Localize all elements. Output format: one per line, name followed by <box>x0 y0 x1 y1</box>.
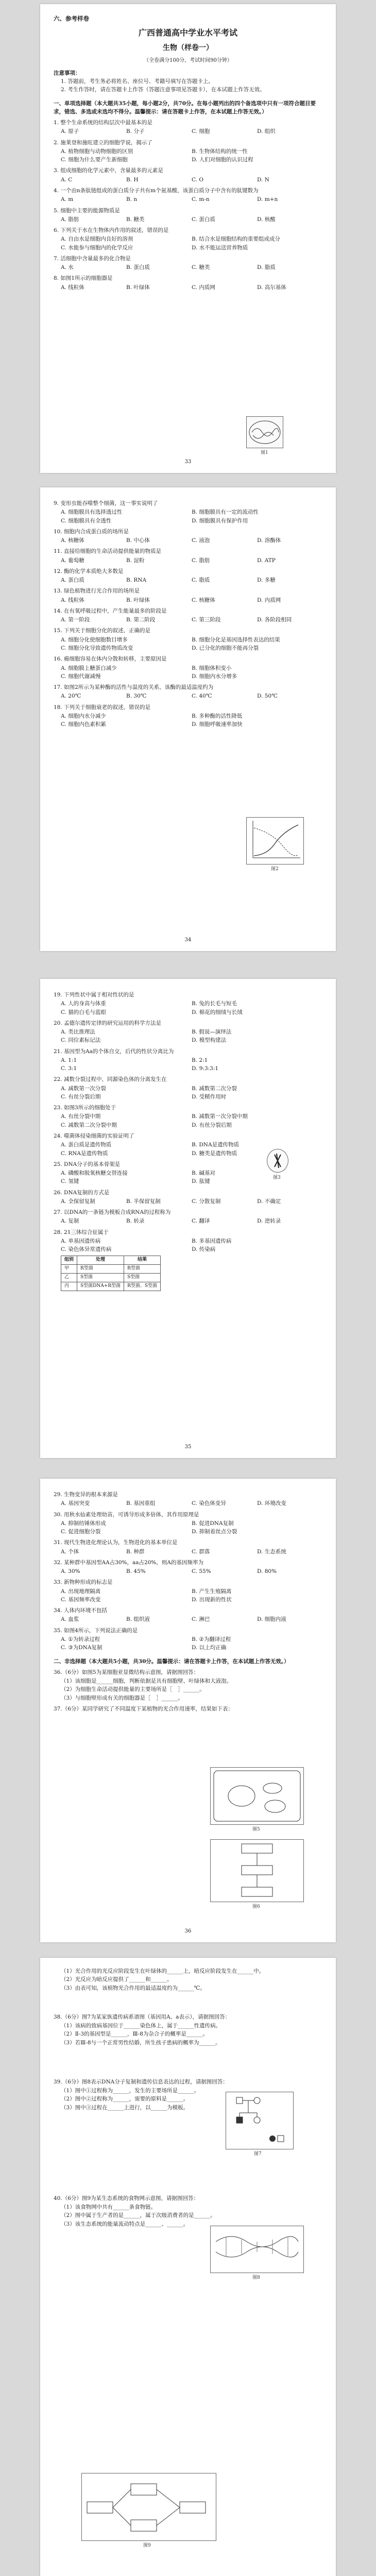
option-group <box>54 1028 322 1045</box>
question-40: 40.（6分）图9为某生态系统的食物网示意图，请据图回答： <box>54 2195 199 2201</box>
page-number: 35 <box>184 1444 192 1450</box>
answer-option: A. 脂肪 <box>61 216 79 223</box>
answer-option: A. 出现地理隔离 <box>61 1588 101 1595</box>
question-stem: 23. 如图3所示的细胞处于 <box>54 1105 116 1111</box>
option-group <box>54 508 322 525</box>
answer-option: B. 促进DNA复制 <box>192 1520 234 1527</box>
answer-option: D. 各阶段相同 <box>257 617 292 623</box>
question-stem: 19. 下列性状中属于相对性状的是 <box>54 992 134 998</box>
figure-7-pedigree <box>226 2092 294 2149</box>
answer-option: C. 群落 <box>192 1548 210 1555</box>
question-38: 38.（6分）图7为某家族遗传病系谱图（基因用A、a表示），请据图回答： <box>54 2013 231 2020</box>
question-stem: 27. 以DNA的一条链为模板合成RNA的过程称为 <box>54 1209 171 1216</box>
answer-option: C. 氢键 <box>61 1178 79 1185</box>
question-stem: 15. 下列关于细胞分化的叙述，正确的是 <box>54 628 151 634</box>
answer-option: A. 基因突变 <box>61 1500 90 1507</box>
answer-option: A. 血浆 <box>61 1616 79 1623</box>
page-number: 33 <box>184 459 192 465</box>
option-group <box>54 1084 322 1101</box>
sub-question: （3）与细胞壁形成有关的细胞器是［ ］______。 <box>61 1694 183 1701</box>
answer-option: D. ATP <box>257 557 276 564</box>
answer-option: B. 组织液 <box>126 1616 150 1623</box>
answer-option: D. 细胞呼吸速率加快 <box>192 721 243 728</box>
table-header: 组别 <box>61 1256 77 1265</box>
answer-option: D. 已分化的细胞不能再分裂 <box>192 645 259 651</box>
cell-structure-diagram <box>211 1768 303 1824</box>
question-list <box>54 118 322 292</box>
answer-option: C. 有丝分裂后期 <box>61 1093 101 1100</box>
option-group <box>54 999 322 1016</box>
question-37: 37.（6分）某同学研究了不同温度下某植物的光合作用速率，结果如下表： <box>54 1705 233 1712</box>
question-list <box>54 499 322 728</box>
answer-option: B. DNA是遗传物质 <box>192 1142 240 1148</box>
answer-option: A. 水 <box>61 264 74 271</box>
option-group <box>54 1056 322 1073</box>
figure-2-caption: 图2 <box>271 867 279 872</box>
organelle-diagram <box>247 417 283 448</box>
answer-option: B. 蛋白质 <box>126 264 150 271</box>
answer-option: B. RNA <box>126 577 147 584</box>
answer-option: C. 细胞分化导致遗传物质改变 <box>61 645 133 651</box>
sub-question: （1）该食物网中共有______条食物链。 <box>61 2204 157 2211</box>
answer-option: C. 第三阶段 <box>192 617 221 623</box>
section-tag: 六、参考样卷 <box>54 15 89 22</box>
option-group <box>54 1567 322 1575</box>
answer-option: C. O <box>192 176 203 183</box>
answer-option: B. 分子 <box>126 128 145 135</box>
table-cell: R型菌 <box>77 1265 124 1274</box>
question-stem: 6. 下列关于水在生物体内作用的叙述，错误的是 <box>54 227 169 234</box>
answer-option: D. 生态系统 <box>257 1548 286 1555</box>
question-stem: 1. 整个生命系统的结构层次中最基本的是 <box>54 120 152 126</box>
sub-question: （3）图中③过程在______上进行，以______为模板。 <box>61 2104 189 2111</box>
answer-option: D. 糖类是遗传物质 <box>192 1150 237 1157</box>
answer-option: D. 逆转录 <box>257 1218 281 1225</box>
answer-option: B. 结合水是细胞结构的重要组成成分 <box>192 236 280 243</box>
question-stem: 28. 21三体综合征属于 <box>54 1229 109 1235</box>
exam-meta: （全卷满分100分，考试时间90分钟） <box>144 58 232 64</box>
table-cell: S型菌 <box>124 1274 161 1282</box>
answer-option: C. m-n <box>192 196 210 203</box>
question-stem: 20. 孟德尔遗传定律的研究运用的科学方法是 <box>54 1020 162 1026</box>
answer-option: B. 转录 <box>126 1218 145 1225</box>
answer-option: C. ③为DNA复制 <box>61 1645 102 1651</box>
answer-option: C. 55% <box>192 1568 211 1575</box>
answer-option: C. 同位素标记法 <box>61 1037 101 1044</box>
answer-option: D. 模型构建法 <box>192 1037 227 1044</box>
answer-option: D. 9:3:3:1 <box>192 1065 219 1072</box>
answer-option: A. 核糖体 <box>61 537 84 544</box>
notes-title: 注意事项： <box>54 70 81 76</box>
part-1-heading: 一、单项选择题（本大题共35小题，每小题2分，共70分。在每小题列出的四个备选项中只有一项符合题目要求，错选、多选或未选均不得分。温馨提示：请在答题卡上作答，在本试题上作答无效。） <box>54 100 316 115</box>
question-stem: 25. DNA分子的基本骨架是 <box>54 1161 121 1167</box>
sub-question: （2）图中②过程称为______，需要的原料是______。 <box>61 2096 189 2103</box>
option-group <box>54 616 322 624</box>
table-cell: S型菌DNA+R型菌 <box>77 1282 124 1291</box>
answer-option: C. 液泡 <box>192 537 210 544</box>
sub-question: （3）若Ⅲ-8与一个正常男性结婚，所生孩子患病的概率为______。 <box>61 2039 221 2046</box>
answer-option: A. 线粒体 <box>61 597 84 603</box>
figure-6-caption: 图6 <box>252 1904 260 1909</box>
figure-3-caption: 图3 <box>273 1175 281 1180</box>
table-header: 处理 <box>77 1256 124 1265</box>
chromosome-diagram <box>267 1149 288 1172</box>
answer-option: A. 细胞内水分减少 <box>61 713 106 719</box>
option-group <box>54 147 322 164</box>
answer-option: A. 葡萄糖 <box>61 557 84 564</box>
option-group <box>54 556 322 565</box>
question-stem: 4. 一个由n条肽链组成的蛋白质分子共有m个氨基酸，该蛋白质分子中含有的肽键数为 <box>54 187 259 194</box>
exam-page-2 <box>40 487 336 951</box>
answer-option: A. 磷酸和脱氧核糖交替连接 <box>61 1170 128 1177</box>
answer-option: B. 45% <box>126 1568 146 1575</box>
answer-option: B. 多基因遗传病 <box>192 1238 232 1244</box>
option-group <box>54 1519 322 1536</box>
answer-option: D. 受精作用时 <box>192 1093 227 1100</box>
answer-option: A. 30% <box>61 1568 80 1575</box>
answer-option: C. 3:1 <box>61 1065 77 1072</box>
option-group <box>54 1548 322 1556</box>
question-stem: 26. DNA复制的方式是 <box>54 1189 110 1196</box>
page-number: 36 <box>184 1928 192 1934</box>
answer-option: C. 内质网 <box>192 284 215 291</box>
answer-option: A. 1:1 <box>61 1057 77 1063</box>
figure-8-caption: 图8 <box>252 2275 260 2280</box>
option-group <box>54 263 322 272</box>
answer-option: C. 40℃ <box>192 693 212 700</box>
answer-option: D. 内质网 <box>257 597 281 603</box>
sub-question: （2）光反应为暗反应提供了______和______。 <box>61 1976 173 1983</box>
sub-question: （3）该生态系统的能量流动特点是______、______。 <box>61 2221 189 2227</box>
answer-option: B. 淀粉 <box>126 557 145 564</box>
figure-7-caption: 图7 <box>254 2151 262 2157</box>
answer-option: C. 细胞代谢减慢 <box>61 673 101 680</box>
answer-option: A. 蛋白质 <box>61 577 84 584</box>
answer-option: D. 肽键 <box>192 1178 210 1185</box>
exam-page-5 <box>40 1958 336 2576</box>
option-group <box>54 536 322 545</box>
answer-option: C. 基因频率改变 <box>61 1596 101 1603</box>
answer-option: C. 分散复制 <box>192 1198 221 1205</box>
answer-option: A. 类比推理法 <box>61 1029 95 1036</box>
answer-option: A. 线粒体 <box>61 284 84 291</box>
table-cell: R型菌、S型菌 <box>124 1282 161 1291</box>
answer-option: B. 细胞膜具有一定的流动性 <box>192 509 259 516</box>
answer-option: D. 棉花的细绒与长绒 <box>192 1009 243 1015</box>
answer-option: B. 第二阶段 <box>126 617 156 623</box>
answer-option: A. 复制 <box>61 1218 79 1225</box>
question-stem: 13. 绿色植物进行光合作用的场所是 <box>54 588 140 595</box>
food-web-diagram <box>82 2473 216 2540</box>
answer-option: D. 环境改变 <box>257 1500 286 1507</box>
answer-option: B. 种群 <box>126 1548 145 1555</box>
question-stem: 9. 变形虫能吞噬整个细菌，这一事实说明了 <box>54 500 158 506</box>
answer-option: C. 减数第二次分裂中期 <box>61 1122 117 1128</box>
answer-option: C. 细胞 <box>192 128 210 135</box>
answer-option: D. 组织 <box>257 128 276 135</box>
answer-option: A. ①为转录过程 <box>61 1636 100 1642</box>
exam-page-1 <box>40 4 336 473</box>
answer-option: D. 细胞膜具有保护作用 <box>192 517 248 524</box>
table-row <box>61 1265 161 1274</box>
exam-page-3 <box>40 979 336 1458</box>
answer-option: A. 自由水是细胞内良好的溶剂 <box>61 236 133 243</box>
exam-page-4 <box>40 1479 336 1942</box>
sub-question: （3）由表可知，该植物光合作用的最适温度约为______℃。 <box>61 1985 206 1991</box>
page-number: 34 <box>184 937 192 943</box>
answer-option: B. 2:1 <box>192 1057 208 1063</box>
question-list <box>54 991 322 1253</box>
table-cell: 乙 <box>61 1274 77 1282</box>
figure-2-chart <box>246 817 304 865</box>
answer-option: B. 多种酶的活性降低 <box>192 713 243 719</box>
answer-option: B. 基因重组 <box>126 1500 156 1507</box>
question-stem: 22. 减数分裂过程中，同源染色体的分离发生在 <box>54 1076 167 1083</box>
pedigree-diagram <box>226 2092 293 2149</box>
answer-option: B. 兔的长毛与短毛 <box>192 1001 237 1007</box>
answer-option: A. m <box>61 196 74 203</box>
option-group <box>54 1635 322 1652</box>
answer-option: B. 叶绿体 <box>126 284 150 291</box>
table-cell: S型菌 <box>77 1274 124 1282</box>
question-stem: 21. 基因型为Aa的个体自交，后代的性状分离比为 <box>54 1048 174 1055</box>
figure-8-dna <box>210 2226 304 2273</box>
answer-option: B. 糖类 <box>126 216 145 223</box>
answer-option: A. 细胞分化使细胞数目增多 <box>61 636 128 643</box>
figure-9-foodweb <box>81 2473 216 2541</box>
answer-option: A. 20℃ <box>61 693 81 700</box>
answer-option: C. 染色体变异 <box>192 1500 226 1507</box>
option-group <box>54 576 322 584</box>
question-stem: 30. 用秋水仙素处理幼苗，可诱导形成多倍体，其作用原理是 <box>54 1511 199 1518</box>
question-stem: 16. 癌细胞容易在体内分散和转移，主要原因是 <box>54 656 167 663</box>
table-cell: 丙 <box>61 1282 77 1291</box>
answer-option: C. 猫的白毛与蓝眼 <box>61 1009 106 1015</box>
answer-option: C. 糖类 <box>192 264 210 271</box>
answer-option: B. ②为翻译过程 <box>192 1636 231 1642</box>
question-stem: 7. 活细胞中含量最多的化合物是 <box>54 255 131 262</box>
answer-option: C. 细胞内色素积累 <box>61 721 106 728</box>
exam-title: 广西普通高中学业水平考试 <box>138 27 237 38</box>
option-group <box>54 176 322 184</box>
figure-6-flow <box>210 1839 304 1902</box>
option-group <box>54 1499 322 1507</box>
answer-option: D. 出现新的性状 <box>192 1596 232 1603</box>
answer-option: B. 碱基对 <box>192 1170 215 1177</box>
question-stem: 17. 如图2所示为某种酶的活性与温度的关系，该酶的最适温度约为 <box>54 684 214 691</box>
option-group <box>54 1217 322 1225</box>
answer-option: C. RNA是遗传物质 <box>61 1150 108 1157</box>
question-stem: 14. 在有氧呼吸过程中，产生能量最多的阶段是 <box>54 607 167 614</box>
flow-diagram <box>211 1840 303 1902</box>
answer-option: A. 个体 <box>61 1548 79 1555</box>
question-list <box>54 1490 322 1652</box>
option-group <box>54 215 322 224</box>
question-stem: 34. 人体内环境不包括 <box>54 1607 108 1614</box>
question-36: 36.（6分）如图5为某细胞亚显微结构示意图，请据图回答： <box>54 1669 199 1675</box>
answer-option: B. 半保留复制 <box>126 1198 161 1205</box>
note-item: 1. 答题前，考生务必将姓名、座位号、考籍号填写在答题卡上。 <box>61 78 214 85</box>
answer-option: B. 中心体 <box>126 537 150 544</box>
answer-option: D. 多糖 <box>257 577 276 584</box>
question-stem: 10. 细胞内合成蛋白质的场所是 <box>54 528 129 535</box>
answer-option: B. 细胞分化是基因选择性表达的结果 <box>192 636 280 643</box>
answer-option: D. 80% <box>257 1568 277 1575</box>
question-stem: 24. 噬菌体侵染细菌的实验证明了 <box>54 1132 134 1139</box>
answer-option: A. 单基因遗传病 <box>61 1238 101 1244</box>
exam-subtitle: 生物（样卷一） <box>163 43 213 52</box>
answer-option: C. 水能参与细胞内的化学反应 <box>61 244 133 251</box>
experiment-table <box>61 1256 161 1291</box>
question-stem: 29. 生物变异的根本来源是 <box>54 1492 118 1498</box>
figure-5-caption: 图5 <box>252 1827 260 1832</box>
sub-question: （1）该细胞是______细胞，判断依据是具有细胞壁、叶绿体和大液泡。 <box>61 1678 232 1685</box>
table-cell: R型菌 <box>124 1265 161 1274</box>
option-group <box>54 283 322 292</box>
answer-option: D. 人们对细胞的认识过程 <box>192 157 253 163</box>
answer-option: A. C <box>61 176 73 183</box>
figure-1 <box>246 416 283 448</box>
answer-option: D. 不确定 <box>257 1198 281 1205</box>
option-group <box>54 636 322 653</box>
table-row <box>61 1274 161 1282</box>
answer-option: D. 以上均正确 <box>192 1645 227 1651</box>
question-39: 39.（6分）图8表示DNA分子复制和遗传信息表达的过程，请据图回答： <box>54 2078 228 2085</box>
figure-3-cell <box>267 1149 288 1173</box>
answer-option: D. 水不能运送营养物质 <box>192 244 248 251</box>
option-group <box>54 692 322 700</box>
option-group <box>54 235 322 252</box>
answer-option: B. n <box>126 196 138 203</box>
table-header: 结果 <box>124 1256 161 1265</box>
answer-option: C. 脂质 <box>192 577 210 584</box>
answer-option: C. 核糖体 <box>192 597 215 603</box>
answer-option: C. 脂肪 <box>192 557 210 564</box>
answer-option: A. 抑制纺锤体形成 <box>61 1520 106 1527</box>
answer-option: A. 细胞膜具有选择透过性 <box>61 509 123 516</box>
figure-9-caption: 图9 <box>143 2543 151 2548</box>
sub-question: （2）图中属于生产者的是______，属于次级消费者的是______。 <box>61 2212 216 2219</box>
answer-option: B. 30℃ <box>126 693 147 700</box>
question-stem: 2. 施莱登和施旺建立的细胞学说，揭示了 <box>54 139 152 146</box>
answer-option: D. 脂质 <box>257 264 276 271</box>
answer-option: D. 传染病 <box>192 1246 216 1253</box>
sub-question: （1）该病的致病基因位于______染色体上，属于______性遗传病。 <box>61 2023 221 2029</box>
question-stem: 12. 酶的化学本质绝大多数是 <box>54 568 124 574</box>
question-stem: 5. 细胞中主要的能源物质是 <box>54 207 120 214</box>
answer-option: D. 核酸 <box>257 216 276 223</box>
table-row <box>61 1282 161 1291</box>
part-2-heading: 二、非选择题（本大题共5小题，共30分。温馨提示：请在答题卡上作答，在本试题上作答无效。） <box>54 1658 289 1665</box>
option-group <box>54 1112 322 1129</box>
answer-option: B. 叶绿体 <box>126 597 150 603</box>
answer-option: D. 50℃ <box>257 693 278 700</box>
answer-option: D. N <box>257 176 269 183</box>
answer-option: D. 溶酶体 <box>257 537 281 544</box>
answer-option: C. 细胞为什么要产生新细胞 <box>61 157 128 163</box>
question-stem: 35. 如图4所示，下列说法正确的是 <box>54 1627 138 1634</box>
answer-option: A. 植物细胞与动物细胞的区别 <box>61 148 133 155</box>
dna-replication-diagram <box>211 2226 303 2273</box>
question-stem: 3. 组成细胞的化学元素中，含量最多的元素是 <box>54 167 163 174</box>
sub-question: （1）图中①过程称为______，发生的主要场所是______。 <box>61 2088 200 2094</box>
sub-question: （1）光合作用的光反应阶段发生在叶绿体的______上，暗反应阶段发生在______中。 <box>61 1968 265 1974</box>
answer-option: C. 细胞膜具有全透性 <box>61 517 112 524</box>
question-stem: 8. 如图1所示的细胞器是 <box>54 275 113 282</box>
figure-1-caption: 图1 <box>261 450 268 455</box>
answer-option: C. 染色体异常遗传病 <box>61 1246 112 1253</box>
figure-5-cell <box>210 1767 304 1825</box>
question-stem: 11. 直接给细胞的生命活动提供能量的物质是 <box>54 548 162 555</box>
answer-option: D. 抑制着丝点分裂 <box>192 1529 237 1535</box>
answer-option: B. 产生生殖隔离 <box>192 1588 232 1595</box>
sub-question: （2）Ⅱ-3的基因型是______，Ⅲ-8为杂合子的概率是______。 <box>61 2031 208 2038</box>
answer-option: B. 减数第一次分裂中期 <box>192 1113 248 1120</box>
answer-option: A. 蛋白质是遗传物质 <box>61 1142 112 1148</box>
answer-option: C. 促进细胞分裂 <box>61 1529 101 1535</box>
table-header-row <box>61 1256 161 1265</box>
question-stem: 33. 新物种形成的标志是 <box>54 1579 113 1586</box>
option-group <box>54 1615 322 1623</box>
question-stem: 31. 现代生物进化理论认为，生物进化的基本单位是 <box>54 1539 178 1546</box>
option-group <box>54 1237 322 1254</box>
answer-option: A. 第一阶段 <box>61 617 90 623</box>
question-stem: 32. 某种群中基因型AA占30%，aa占20%，则A的基因频率为 <box>54 1559 203 1566</box>
answer-option: B. 减数第二次分裂 <box>192 1085 237 1092</box>
answer-option: A. 人的身高与体重 <box>61 1001 106 1007</box>
answer-option: D. m+n <box>257 196 278 203</box>
sub-question: （2）为细胞生命活动提供能量的主要场所是［ ］______。 <box>61 1686 205 1693</box>
option-group <box>54 1197 322 1206</box>
answer-option: C. 淋巴 <box>192 1616 210 1623</box>
option-group <box>54 195 322 204</box>
answer-option: D. 高尔基体 <box>257 284 286 291</box>
answer-option: B. 假说—演绎法 <box>192 1029 232 1036</box>
answer-option: D. 细胞内水分增多 <box>192 673 237 680</box>
option-group <box>54 127 322 135</box>
option-group <box>54 712 322 729</box>
answer-option: B. 生物体结构的统一性 <box>192 148 248 155</box>
option-group <box>54 596 322 604</box>
answer-option: A. 原子 <box>61 128 79 135</box>
option-group <box>54 664 322 681</box>
answer-option: A. 细胞膜上糖蛋白减少 <box>61 665 117 671</box>
answer-option: A. 全保留复制 <box>61 1198 95 1205</box>
table-cell: 甲 <box>61 1265 77 1274</box>
option-group <box>54 1587 322 1604</box>
answer-option: A. 减数第一次分裂 <box>61 1085 106 1092</box>
answer-option: D. 有丝分裂后期 <box>192 1122 232 1128</box>
answer-option: B. 细胞体积变小 <box>192 665 232 671</box>
answer-option: C. 翻译 <box>192 1218 210 1225</box>
answer-option: A. 有丝分裂中期 <box>61 1113 101 1120</box>
answer-option: D. 细胞内液 <box>257 1616 286 1623</box>
note-item: 2. 考生作答时，请在答题卡上作答（答题注意事项见答题卡），在本试题上作答无效。 <box>61 87 265 93</box>
question-stem: 18. 下列关于细胞衰老的叙述，错误的是 <box>54 704 151 710</box>
answer-option: B. H <box>126 176 139 183</box>
answer-option: C. 蛋白质 <box>192 216 215 223</box>
enzyme-activity-curve <box>247 818 303 864</box>
